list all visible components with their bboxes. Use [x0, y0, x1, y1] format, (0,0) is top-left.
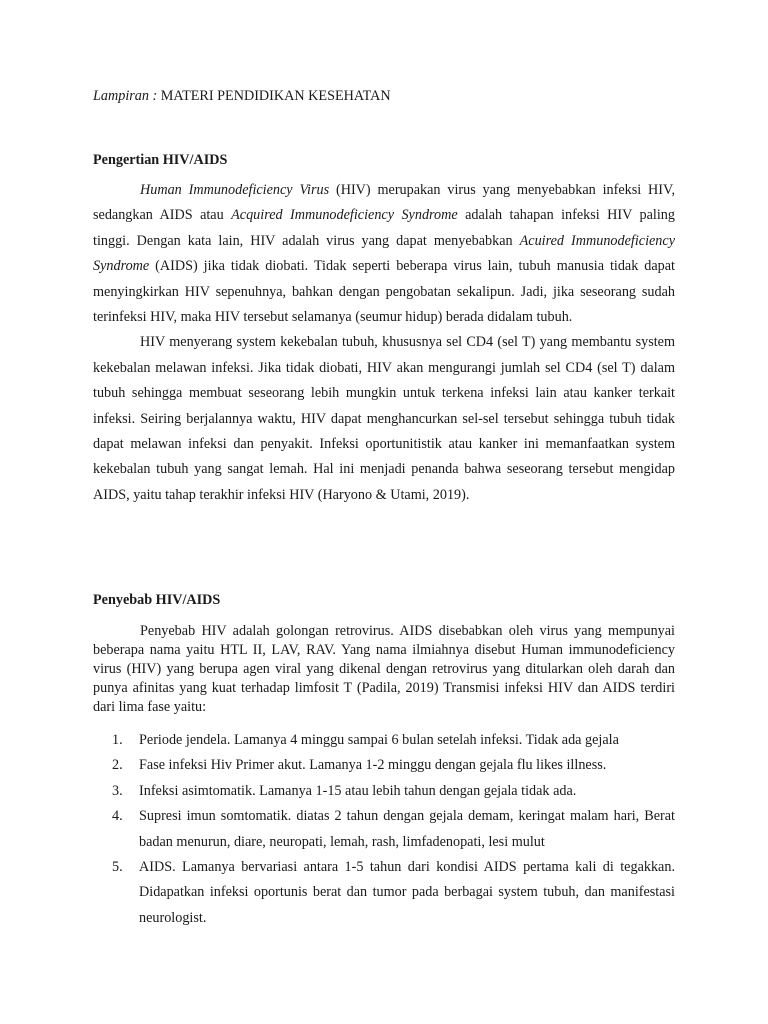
list-number: 4.	[112, 808, 123, 825]
header-prefix: Lampiran :	[93, 88, 158, 104]
paragraph-text: (AIDS) jika tidak diobati. Tidak seperti beberapa virus lain, tubuh manusia tidak dapat menyingkirkan HIV sepenuhnya, bahkan dengan pengobatan sekalipun. Jadi, jika seseorang sudah terinfeksi HIV, maka HIV tersebut selamanya (seumur hidup) berada didalam tubuh.	[93, 258, 675, 326]
list-number: 1.	[112, 732, 123, 748]
list-item	[93, 728, 675, 753]
term-hiv: Human Immunodeficiency Virus	[140, 182, 330, 198]
term-aids: Acquired Immunodeficiency Syndrome	[231, 207, 458, 224]
list-text: Supresi imun somtomatik. diatas 2 tahun dengan gejala demam, keringat malam hari, Berat badan menurun, diare, neuropati, lemah, rash, limfadenopati, lesi mulut	[139, 808, 675, 850]
paragraph-definition	[93, 178, 675, 330]
document-header	[93, 86, 391, 106]
paragraph-text: adalah tahapan infeksi HIV paling tinggi. Dengan kata lain, HIV adalah virus yang dapat menyebabkan	[93, 207, 675, 249]
section-body-penyebab	[93, 622, 675, 717]
paragraph-immune-system: HIV menyerang system kekebalan tubuh, khususnya sel CD4 (sel T) yang membantu system kekebalan melawan infeksi. Jika tidak diobati, HIV akan mengurangi jumlah sel CD4 (sel T) dalam tubuh sehingga membuat seseorang lebih mungkin untuk terkena infeksi lain atau kanker terkait infeksi. Seiring berjalannya waktu, HIV dapat menghancurkan sel-sel tersebut sehingga tubuh tidak dapat melawan infeksi dan penyakit. Infeksi oportunitistik atau kanker ini memanfaatkan system kekebalan tubuh yang sangat lemah. Hal ini menjadi penanda bahwa seseorang tersebut mengidap AIDS, yaitu tahap terakhir infeksi HIV (Haryono & Utami, 2019).	[93, 334, 675, 503]
list-text: Periode jendela. Lamanya 4 minggu sampai 6 bulan setelah infeksi. Tidak ada gejala	[139, 732, 619, 748]
paragraph-cause: Penyebab HIV adalah golongan retrovirus. AIDS disebabkan oleh virus yang mempunyai beberapa nama yaitu HTL II, LAV, RAV. Yang nama ilmiahnya disebut Human immunodeficiency virus (HIV) yang berupa agen viral yang dikenal dengan retrovirus yang ditularkan oleh darah dan punya afinitas yang kuat terhadap limfosit T (Padila, 2019) Transmisi infeksi HIV dan AIDS terdiri dari lima fase yaitu:	[93, 623, 675, 715]
list-number: 3.	[112, 782, 123, 799]
list-item	[93, 779, 675, 804]
list-number: 2.	[112, 757, 123, 774]
section-body-pengertian	[93, 178, 675, 508]
section-heading-penyebab: Penyebab HIV/AIDS	[93, 592, 221, 608]
section-heading-pengertian: Pengertian HIV/AIDS	[93, 152, 228, 168]
list-text: AIDS. Lamanya bervariasi antara 1-5 tahun dari kondisi AIDS pertama kali di tegakkan. Didapatkan infeksi oportunis berat dan tumor pada berbagai system tubuh, dan manifestasi neurologist.	[139, 859, 675, 926]
list-item	[93, 855, 675, 931]
list-item	[93, 753, 675, 778]
paragraph-text: (HIV) merupakan virus yang menyebabkan infeksi HIV, sedangkan AIDS atau	[93, 182, 675, 224]
phase-list	[93, 728, 675, 931]
term-aids-alt: Acuired Immunodeficiency Syndrome	[93, 232, 675, 275]
list-item	[93, 804, 675, 855]
list-text: Fase infeksi Hiv Primer akut. Lamanya 1-2 minggu dengan gejala flu likes illness.	[139, 757, 607, 774]
list-number: 5.	[112, 859, 123, 876]
list-text: Infeksi asimtomatik. Lamanya 1-15 atau lebih tahun dengan gejala tidak ada.	[139, 782, 577, 799]
header-title: MATERI PENDIDIKAN KESEHATAN	[160, 88, 391, 104]
